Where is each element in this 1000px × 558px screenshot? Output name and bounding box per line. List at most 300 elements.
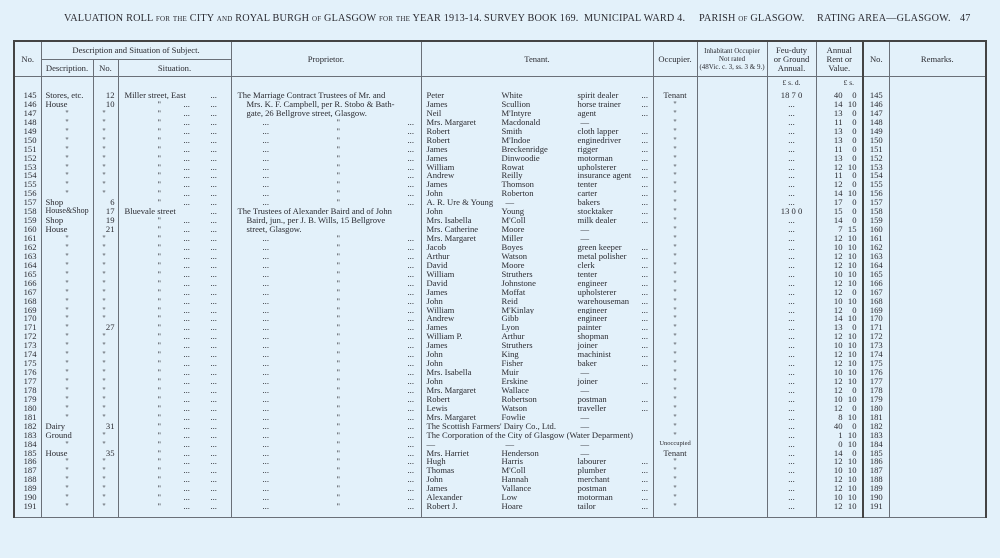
proprietor-cell [232, 243, 421, 252]
ditto-mark: " [157, 260, 162, 270]
rent-shillings: 10 [847, 377, 857, 386]
proprietor-cell [232, 493, 421, 502]
remarks [889, 484, 986, 493]
rent-pounds: 12 [833, 287, 843, 297]
tenant-cell [422, 127, 653, 136]
table-row [14, 350, 986, 359]
row-number-right: 159 [863, 216, 889, 225]
col-occupier: Occupier. [653, 41, 697, 77]
street-number: " [93, 180, 118, 189]
dots: ... [183, 368, 190, 377]
annual-rent [816, 314, 863, 323]
ditto-mark: " [157, 457, 162, 467]
remarks [889, 118, 986, 127]
situation [118, 145, 231, 154]
tenant-first-name: John [426, 377, 443, 386]
dots: ... [262, 117, 269, 127]
ditto-mark: " [157, 341, 162, 351]
tenant-occupation: warehouseman [577, 296, 630, 306]
occupier: " [653, 154, 697, 163]
tenant-surname: Watson [501, 251, 528, 261]
dots: ... [262, 484, 269, 494]
street-number: " [93, 431, 118, 440]
proprietor [231, 475, 421, 484]
proprietor-cell [232, 198, 421, 207]
tenant-surname: Moffat [501, 287, 526, 297]
dots: ... [210, 198, 217, 208]
rent-shillings: 10 [847, 296, 857, 306]
rent-pounds: 12 [833, 260, 843, 270]
tenant-surname: Johnstone [501, 278, 536, 288]
tenant [421, 493, 653, 502]
street-number: " [93, 234, 118, 243]
feu-duty: ... [767, 404, 816, 413]
dots: ... [183, 484, 190, 494]
proprietor-cell [232, 404, 421, 413]
remarks [889, 261, 986, 270]
situation-cell [119, 413, 231, 422]
rent-pounds: 12 [833, 234, 843, 243]
feu-duty: ... [767, 198, 816, 207]
description: " [41, 189, 93, 198]
tenant-surname: Smith [501, 126, 523, 136]
dots: ... [210, 421, 217, 431]
dots: ... [407, 377, 414, 386]
situation-cell [119, 136, 231, 145]
inhabitant-occupier [697, 332, 767, 341]
proprietor-cell [232, 91, 421, 100]
description: " [41, 109, 93, 118]
table-row [14, 413, 986, 422]
rent-cell [817, 109, 863, 118]
feu-duty: ... [767, 475, 816, 484]
tenant-first-name: David [426, 260, 448, 270]
table-row [14, 466, 986, 475]
occupier: " [653, 368, 697, 377]
rent-shillings: 10 [847, 493, 857, 503]
dots: ... [262, 189, 269, 199]
dots: ... [262, 385, 269, 395]
proprietor-cell [232, 225, 421, 234]
inhabitant-occupier [697, 163, 767, 172]
rent-shillings: 0 [852, 287, 857, 297]
dots: ... [262, 502, 269, 512]
rent-shillings: 10 [847, 314, 857, 324]
ditto-mark: " [157, 135, 162, 145]
row-number-right: 186 [863, 457, 889, 466]
dots: ... [210, 260, 217, 270]
tenant [421, 332, 653, 341]
tenant-surname: Fowlie [501, 412, 526, 422]
row-number-right: 145 [863, 91, 889, 100]
inhabitant-occupier [697, 180, 767, 189]
table-row [14, 297, 986, 306]
ditto-mark: " [157, 189, 162, 199]
dots: ... [641, 260, 648, 270]
tenant-surname: Miller [501, 234, 523, 243]
rent-shillings: 10 [847, 341, 857, 351]
feu-duty: ... [767, 422, 816, 431]
dots: ... [262, 251, 269, 261]
dots: ... [210, 412, 217, 422]
tenant [421, 440, 653, 449]
dots: ... [262, 278, 269, 288]
inhabitant-occupier [697, 270, 767, 279]
rent-shillings: 10 [847, 189, 857, 199]
feu-duty: ... [767, 297, 816, 306]
dots: ... [262, 403, 269, 413]
situation-cell [119, 279, 231, 288]
ditto-mark: " [336, 484, 341, 494]
dots: ... [183, 359, 190, 369]
street-number: " [93, 163, 118, 172]
rent-cell [817, 314, 863, 323]
description: House [41, 100, 93, 109]
dots: ... [183, 260, 190, 270]
dots: ... [641, 493, 648, 503]
table-row [14, 368, 986, 377]
proprietor [231, 145, 421, 154]
situation [118, 314, 231, 323]
annual-rent [816, 377, 863, 386]
situation-cell [119, 288, 231, 297]
occupier: " [653, 127, 697, 136]
dots: ... [210, 359, 217, 369]
feu-label-3: Annual. [777, 62, 806, 73]
row-number-right: 188 [863, 475, 889, 484]
tenant-first-name: Robert J. [426, 502, 458, 512]
rent-shillings: 10 [847, 412, 857, 422]
rent-cell [817, 368, 863, 377]
remarks [889, 91, 986, 100]
tenant-occupation: joiner [577, 377, 598, 386]
occupier: " [653, 314, 697, 323]
proprietor-cell [232, 100, 421, 109]
tenant-first-name: Robert [426, 135, 450, 145]
dots: ... [183, 198, 190, 208]
tenant [421, 163, 653, 172]
table-row [14, 279, 986, 288]
rent-shillings: 10 [847, 475, 857, 485]
annual-rent [816, 252, 863, 261]
street-number: 27 [93, 323, 118, 332]
row-number: 173 [14, 341, 41, 350]
dots: ... [641, 144, 648, 154]
remarks [889, 109, 986, 118]
situation-cell [119, 109, 231, 118]
proprietor-cell [232, 422, 421, 431]
occupier: " [653, 422, 697, 431]
tenant-surname: Watson [501, 403, 528, 413]
feu-duty: ... [767, 493, 816, 502]
tenant-first-name: Robert [426, 394, 450, 404]
street-number: " [93, 288, 118, 297]
feu-duty: ... [767, 279, 816, 288]
feu-units: £ s. d. [767, 77, 816, 89]
tenant-cell [422, 91, 653, 100]
annual-rent [816, 440, 863, 449]
dots: ... [641, 189, 648, 199]
row-number: 161 [14, 234, 41, 243]
inhabitant-occupier [697, 261, 767, 270]
dots: ... [262, 287, 269, 297]
rent-pounds: 14 [833, 189, 843, 199]
description: " [41, 279, 93, 288]
dots: ... [641, 162, 648, 172]
dots: ... [183, 314, 190, 324]
dots: ... [641, 403, 648, 413]
annual-rent [816, 288, 863, 297]
dots: ... [407, 153, 414, 163]
rent-pounds: 12 [833, 305, 843, 315]
table-row [14, 145, 986, 154]
inhabitant-occupier [697, 252, 767, 261]
tenant [421, 413, 653, 422]
street-number: " [93, 484, 118, 493]
situation [118, 100, 231, 109]
proprietor [231, 270, 421, 279]
tenant [421, 359, 653, 368]
proprietor [231, 136, 421, 145]
rent-cell [817, 91, 863, 100]
feu-duty: ... [767, 154, 816, 163]
proprietor-cell [232, 466, 421, 475]
ditto-mark: " [157, 126, 162, 136]
proprietor-cell [232, 359, 421, 368]
ditto-mark: " [157, 242, 162, 252]
feu-duty: ... [767, 288, 816, 297]
remarks [889, 341, 986, 350]
street-number: " [93, 297, 118, 306]
tenant-first-name: Lewis [426, 403, 448, 413]
tenant-cell [422, 118, 653, 127]
occupier: Tenant [653, 91, 697, 100]
proprietor-cell [232, 234, 421, 243]
tenant-first-name: Peter [426, 91, 445, 100]
row-number-right: 156 [863, 189, 889, 198]
occupier: " [653, 118, 697, 127]
occupier: " [653, 180, 697, 189]
ditto-mark: " [157, 323, 162, 333]
tenant [421, 377, 653, 386]
tenant-first-name: Neil [426, 108, 442, 118]
row-number: 181 [14, 413, 41, 422]
dots: ... [262, 153, 269, 163]
proprietor [231, 440, 421, 449]
row-number: 147 [14, 109, 41, 118]
dots: ... [210, 332, 217, 342]
dots: ... [210, 234, 217, 243]
rent-shillings: 0 [852, 153, 857, 163]
street-number: " [93, 413, 118, 422]
remarks [889, 252, 986, 261]
ditto-mark: " [157, 198, 162, 208]
annual-rent [816, 100, 863, 109]
proprietor-cell [232, 457, 421, 466]
rent-cell [817, 216, 863, 225]
dots: ... [407, 269, 414, 279]
occupier: " [653, 341, 697, 350]
feu-duty: ... [767, 323, 816, 332]
rent-pounds: 12 [833, 484, 843, 494]
rent-cell [817, 171, 863, 180]
row-number-right: 190 [863, 493, 889, 502]
tenant-cell [422, 386, 653, 395]
dots: ... [407, 421, 414, 431]
row-number: 159 [14, 216, 41, 225]
tenant-first-name: Mrs. Margaret [426, 385, 476, 395]
remarks [889, 306, 986, 315]
row-number: 163 [14, 252, 41, 261]
inhabitant-occupier [697, 189, 767, 198]
tenant [421, 306, 653, 315]
rent-shillings: 0 [852, 135, 857, 145]
situation-cell [119, 234, 231, 243]
tenant-occupation: plumber [577, 466, 607, 476]
street-number: " [93, 493, 118, 502]
occupier: " [653, 279, 697, 288]
rent-shillings: 0 [852, 448, 857, 458]
proprietor-cell [232, 154, 421, 163]
tenant-cell [422, 332, 653, 341]
tenant-occupation: tenter [577, 180, 598, 190]
tenant-first-name: James [426, 323, 448, 333]
table-row [14, 91, 986, 100]
table-row [14, 475, 986, 484]
situation-cell [119, 466, 231, 475]
situation-cell [119, 198, 231, 207]
ditto-mark: " [157, 216, 162, 226]
description: " [41, 163, 93, 172]
remarks [889, 145, 986, 154]
rent-cell [817, 422, 863, 431]
tenant-cell [422, 136, 653, 145]
tenant-occupation: postman [577, 394, 607, 404]
dots: ... [210, 180, 217, 190]
rent-pounds: 10 [833, 341, 843, 351]
dots: ... [641, 171, 648, 181]
row-number: 187 [14, 466, 41, 475]
annual-rent [816, 449, 863, 458]
rent-cell [817, 118, 863, 127]
remarks [889, 279, 986, 288]
dots: ... [262, 305, 269, 315]
proprietor-text: street, Glasgow. [246, 225, 302, 234]
proprietor-cell [232, 395, 421, 404]
dots: ... [183, 99, 190, 109]
row-number-right: 187 [863, 466, 889, 475]
remarks [889, 475, 986, 484]
table-row [14, 154, 986, 163]
dots: ... [407, 430, 414, 440]
dots: ... [407, 314, 414, 324]
rent-shillings: 10 [847, 394, 857, 404]
ditto-mark: " [157, 99, 162, 109]
tenant-first-name: Mrs. Isabella [426, 368, 472, 377]
inhabitant-occupier [697, 422, 767, 431]
table-row [14, 109, 986, 118]
situation [118, 404, 231, 413]
inhabitant-occupier [697, 225, 767, 234]
situation [118, 359, 231, 368]
rent-pounds: 0 [838, 439, 843, 449]
tenant [421, 288, 653, 297]
proprietor [231, 189, 421, 198]
inhabitant-occupier [697, 154, 767, 163]
table-row [14, 359, 986, 368]
occupier: " [653, 243, 697, 252]
rent-pounds: 12 [833, 403, 843, 413]
ditto-mark: " [336, 260, 341, 270]
dots: ... [262, 296, 269, 306]
row-number: 188 [14, 475, 41, 484]
ditto-mark: " [157, 332, 162, 342]
table-row [14, 225, 986, 234]
annual-rent [816, 359, 863, 368]
dots: ... [210, 457, 217, 467]
situation-cell [119, 323, 231, 332]
rent-shillings: 0 [852, 171, 857, 181]
row-number-right: 175 [863, 359, 889, 368]
description: " [41, 332, 93, 341]
proprietor-cell [232, 252, 421, 261]
proprietor-text: gate, 26 Bellgrove street, Glasgow. [246, 108, 367, 118]
occupier: " [653, 189, 697, 198]
street-number: " [93, 154, 118, 163]
rent-pounds: 12 [833, 385, 843, 395]
dots: ... [183, 305, 190, 315]
inhabitant-occupier [697, 279, 767, 288]
row-number: 165 [14, 270, 41, 279]
proprietor [231, 431, 421, 440]
description: " [41, 457, 93, 466]
row-number-right: 166 [863, 279, 889, 288]
row-number: 148 [14, 118, 41, 127]
row-number-right: 161 [863, 234, 889, 243]
row-number: 162 [14, 243, 41, 252]
feu-duty: ... [767, 180, 816, 189]
dots: ... [641, 484, 648, 494]
row-number-right: 167 [863, 288, 889, 297]
rent-shillings: 0 [852, 421, 857, 431]
description: Ground [41, 431, 93, 440]
feu-duty: ... [767, 252, 816, 261]
dots: ... [262, 180, 269, 190]
tenant-surname: Boyes [501, 242, 523, 252]
tenant-occupation: rigger [577, 144, 599, 154]
situation [118, 502, 231, 511]
tenant-first-name: Andrew [426, 314, 455, 324]
tenant [421, 207, 653, 216]
tenant-cell [422, 341, 653, 350]
feu-label-1: Feu-duty [776, 44, 808, 55]
situation-cell [119, 216, 231, 225]
rent-pounds: 12 [833, 359, 843, 369]
situation [118, 207, 231, 216]
situation [118, 493, 231, 502]
tenant [421, 243, 653, 252]
tenant-occupation: motorman [577, 493, 613, 503]
description: " [41, 395, 93, 404]
tenant-cell [422, 359, 653, 368]
dots: ... [641, 341, 648, 351]
table-row [14, 243, 986, 252]
street-number: " [93, 457, 118, 466]
ditto-mark: " [336, 153, 341, 163]
occupier: " [653, 386, 697, 395]
proprietor [231, 323, 421, 332]
rent-units: £ s. [816, 77, 863, 89]
